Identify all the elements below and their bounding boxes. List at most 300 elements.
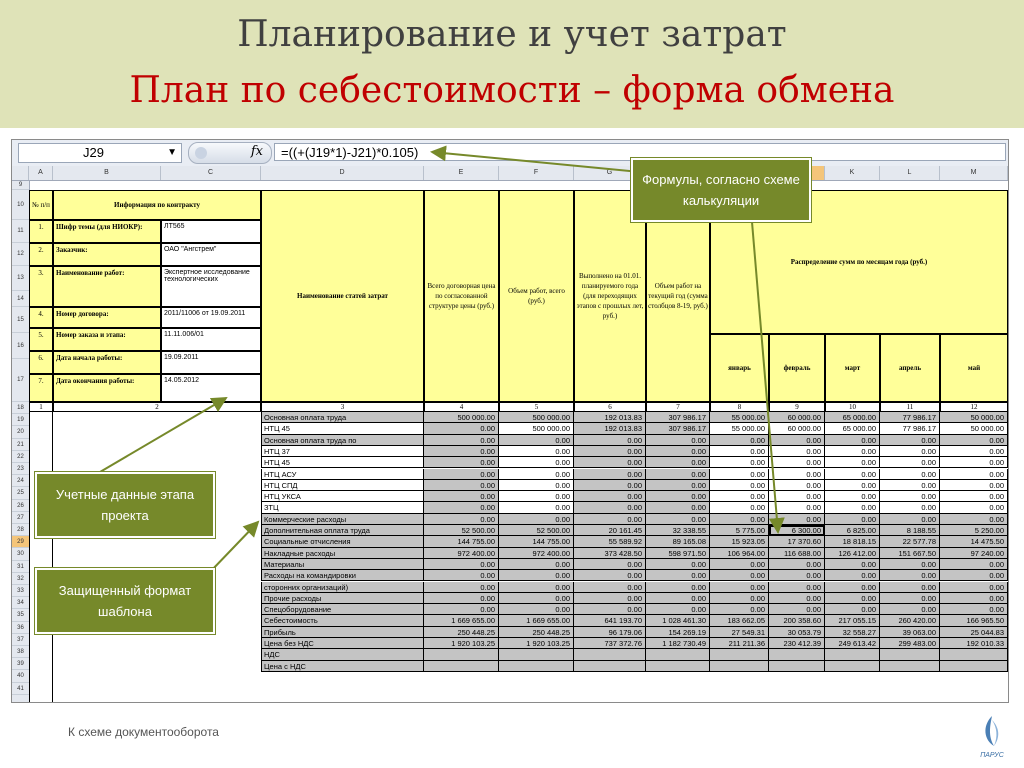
row-header[interactable]: 25 [12,487,29,499]
cost-value-cell[interactable]: 60 000.00 [769,423,825,434]
cost-value-cell[interactable]: 0.00 [646,469,710,480]
column-number: 6 [574,402,646,412]
cost-value-cell[interactable]: 0.00 [710,469,769,480]
cost-item-name[interactable]: Основная оплата труда по [261,435,424,446]
cost-value-cell[interactable]: 0.00 [940,457,1008,468]
info-row-number: 5. [29,328,53,351]
row-header[interactable]: 17 [12,359,29,402]
cost-value-cell[interactable]: 0.00 [574,570,646,581]
cost-value-cell[interactable]: 0.00 [769,491,825,502]
cost-value-cell[interactable]: 17 370.60 [769,536,825,547]
cost-value-cell[interactable]: 250 448.25 [499,627,574,638]
cost-value-cell[interactable]: 249 613.42 [825,638,880,649]
cost-value-cell[interactable]: 50 000.00 [940,423,1008,434]
cost-item-name[interactable]: Прибыль [261,627,424,638]
cost-item-name[interactable]: НТЦ АСУ [261,469,424,480]
cost-value-cell[interactable]: 144 755.00 [424,536,499,547]
cost-value-cell[interactable]: 0.00 [710,480,769,491]
cost-value-cell[interactable]: 0.00 [646,457,710,468]
cost-item-name[interactable]: Основная оплата труда [261,412,424,423]
cost-value-cell[interactable]: 0.00 [769,593,825,604]
month-header: февраль [769,334,825,402]
cost-value-cell[interactable]: 0.00 [769,582,825,593]
cost-value-cell[interactable]: 299 483.00 [880,638,940,649]
cost-value-cell[interactable]: 0.00 [940,593,1008,604]
cost-item-name[interactable]: сторонних организаций) [261,582,424,593]
cost-item-name[interactable]: Цена с НДС [261,661,424,672]
row-header[interactable]: 27 [12,512,29,524]
cost-value-cell[interactable]: 0.00 [499,570,574,581]
cost-value-cell[interactable]: 0.00 [710,435,769,446]
name-box-value: J29 [83,145,104,160]
row-header[interactable]: 19 [12,414,29,426]
row-header[interactable]: 9 [12,181,29,190]
cost-value-cell[interactable]: 32 338.55 [646,525,710,536]
header-cost-items: Наименование статей затрат [261,190,424,402]
row-header[interactable]: 41 [12,683,29,695]
cost-value-cell[interactable]: 0.00 [646,502,710,513]
cost-value-cell[interactable]: 52 500.00 [424,525,499,536]
info-row-label: Дата окончания работы: [53,374,161,402]
dropdown-arrow-icon[interactable]: ▼ [167,147,177,158]
cost-value-cell[interactable]: 1 920 103.25 [424,638,499,649]
column-number: 7 [646,402,710,412]
row-header[interactable]: 11 [12,220,29,243]
row-header[interactable]: 18 [12,402,29,414]
cost-item-name[interactable]: НТЦ СПД [261,480,424,491]
cost-value-cell[interactable]: 0.00 [499,446,574,457]
cost-value-cell[interactable]: 18 818.15 [825,536,880,547]
cost-value-cell[interactable]: 0.00 [424,570,499,581]
cost-item-name[interactable]: Дополнительная оплата труда [261,525,424,536]
cost-value-cell[interactable]: 0.00 [710,502,769,513]
cost-item-name[interactable]: Расходы на командировки [261,570,424,581]
col-header[interactable]: C [161,166,261,180]
cost-value-cell[interactable]: 0.00 [940,582,1008,593]
cost-value-cell[interactable]: 0.00 [646,604,710,615]
cost-value-cell[interactable]: 0.00 [499,480,574,491]
cost-value-cell[interactable]: 0.00 [940,559,1008,570]
cost-value-cell[interactable]: 55 589.92 [574,536,646,547]
cost-value-cell[interactable]: 55 000.00 [710,412,769,423]
row-header[interactable]: 26 [12,500,29,512]
slide-title: Планирование и учет затрат [237,14,787,55]
info-row-value: ЛТ565 [161,220,261,243]
row-header[interactable]: 16 [12,333,29,359]
cost-item-name[interactable]: Цена без НДС [261,638,424,649]
cost-value-cell[interactable]: 192 013.83 [574,412,646,423]
cost-value-cell[interactable]: 0.00 [424,423,499,434]
cost-value-cell[interactable]: 0.00 [646,435,710,446]
cost-item-name[interactable]: ЗТЦ [261,502,424,513]
document-flow-link[interactable]: К схеме документооборота [68,725,219,739]
cost-value-cell[interactable]: 0.00 [646,491,710,502]
cost-value-cell[interactable]: 230 412.39 [769,638,825,649]
cost-value-cell[interactable]: 77 986.17 [880,423,940,434]
row-header[interactable]: 24 [12,475,29,487]
cost-value-cell[interactable]: 737 372.76 [574,638,646,649]
cost-value-cell[interactable]: 0.00 [574,469,646,480]
cost-value-cell[interactable]: 1 028 461.30 [646,615,710,626]
cost-value-cell[interactable]: 0.00 [424,604,499,615]
cost-value-cell[interactable]: 126 412.00 [825,548,880,559]
cost-value-cell[interactable]: 0.00 [424,435,499,446]
column-number: 5 [499,402,574,412]
info-row-label: Заказчик: [53,243,161,266]
cost-value-cell[interactable]: 116 688.00 [769,548,825,559]
cost-value-cell[interactable]: 0.00 [825,491,880,502]
cost-value-cell[interactable]: 0.00 [574,604,646,615]
cost-value-cell[interactable]: 0.00 [710,570,769,581]
row-header[interactable]: 21 [12,439,29,451]
cost-value-cell[interactable]: 0.00 [769,480,825,491]
cost-value-cell[interactable]: 500 000.00 [499,423,574,434]
header-current-year: Объем работ на текущий год (сумма столбцов 8-19, руб.) [646,190,710,402]
cost-value-cell[interactable]: 5 250.00 [940,525,1008,536]
cost-item-name[interactable]: Спецоборудование [261,604,424,615]
row-header[interactable]: 37 [12,634,29,646]
row-header[interactable]: 40 [12,670,29,682]
formula-input[interactable]: =((+(J19*1)-J21)*0.105) [274,143,1006,161]
cost-value-cell[interactable]: 0.00 [646,480,710,491]
row-header[interactable]: 22 [12,451,29,463]
row-header[interactable]: 35 [12,609,29,621]
cost-value-cell[interactable]: 0.00 [769,469,825,480]
cost-value-cell[interactable]: 0.00 [424,491,499,502]
cost-value-cell[interactable]: 0.00 [574,435,646,446]
cost-value-cell[interactable]: 0.00 [769,604,825,615]
cost-item-name[interactable]: НТЦ 37 [261,446,424,457]
cost-value-cell[interactable]: 0.00 [940,604,1008,615]
col-header[interactable]: L [880,166,940,180]
cost-value-cell[interactable]: 641 193.70 [574,615,646,626]
cost-value-cell[interactable]: 0.00 [710,491,769,502]
cost-value-cell[interactable]: 0.00 [769,559,825,570]
cost-value-cell[interactable]: 0.00 [646,514,710,525]
cost-value-cell[interactable]: 250 448.25 [424,627,499,638]
info-row-label: Наименование работ: [53,266,161,307]
col-header[interactable]: B [53,166,161,180]
col-header[interactable]: A [29,166,53,180]
cost-value-cell[interactable]: 200 358.60 [769,615,825,626]
callout-protected: Защищенный формат шаблона [35,568,215,634]
col-header[interactable]: M [940,166,1008,180]
row-header[interactable]: 23 [12,463,29,475]
cost-value-cell[interactable]: 39 063.00 [880,627,940,638]
cost-item-name[interactable]: Себестоимость [261,615,424,626]
column-number: 3 [261,402,424,412]
cost-value-cell[interactable]: 151 667.50 [880,548,940,559]
cost-value-cell[interactable]: 0.00 [825,469,880,480]
cost-value-cell[interactable]: 1 182 730.49 [646,638,710,649]
col-header[interactable]: D [261,166,424,180]
cost-value-cell[interactable]: 0.00 [880,457,940,468]
cost-value-cell[interactable]: 0.00 [880,480,940,491]
cost-value-cell[interactable]: 0.00 [880,502,940,513]
col-header[interactable]: K [825,166,880,180]
row-header[interactable]: 15 [12,307,29,333]
cost-value-cell[interactable]: 307 986.17 [646,423,710,434]
row-header[interactable]: 30 [12,548,29,560]
num-header: № п/п [29,190,53,220]
cost-value-cell[interactable]: 0.00 [574,457,646,468]
cost-value-cell[interactable]: 0.00 [424,480,499,491]
cost-value-cell[interactable]: 0.00 [825,514,880,525]
parus-logo-icon [970,712,1014,760]
cost-value-cell[interactable]: 598 971.50 [646,548,710,559]
cost-value-cell[interactable]: 0.00 [940,446,1008,457]
cost-value-cell[interactable]: 0.00 [825,502,880,513]
cost-value-cell[interactable]: 0.00 [880,570,940,581]
cost-item-name[interactable]: Коммерческие расходы [261,514,424,525]
cost-value-cell[interactable]: 0.00 [825,457,880,468]
cost-value-cell[interactable]: 0.00 [574,559,646,570]
cost-value-cell[interactable]: 154 269.19 [646,627,710,638]
cost-value-cell[interactable]: 0.00 [424,593,499,604]
cost-item-name[interactable]: НДС [261,649,424,660]
cost-value-cell[interactable]: 0.00 [499,559,574,570]
column-number: 10 [825,402,880,412]
cost-value-cell[interactable]: 0.00 [574,446,646,457]
cost-value-cell[interactable]: 0.00 [825,435,880,446]
month-header: январь [710,334,769,402]
row-header[interactable]: 38 [12,646,29,658]
cost-value-cell[interactable]: 8 188.55 [880,525,940,536]
info-row-value: 14.05.2012 [161,374,261,402]
cost-value-cell[interactable]: 307 986.17 [646,412,710,423]
cost-value-cell[interactable]: 0.00 [880,469,940,480]
cost-value-cell[interactable]: 0.00 [769,457,825,468]
cost-value-cell[interactable]: 20 161.45 [574,525,646,536]
cost-value-cell[interactable]: 0.00 [940,469,1008,480]
cost-value-cell[interactable]: 211 211.36 [710,638,769,649]
cost-value-cell[interactable]: 0.00 [574,514,646,525]
column-number: 12 [940,402,1008,412]
row-header[interactable]: 13 [12,266,29,291]
row-header[interactable]: 33 [12,585,29,597]
cost-value-cell[interactable]: 0.00 [880,514,940,525]
cost-value-cell[interactable]: 27 549.31 [710,627,769,638]
arrow-to-cell [752,222,778,532]
info-row-value: 2011/11006 от 19.09.2011 [161,307,261,328]
info-row-value: Экспертное исследование технологических [161,266,261,307]
cost-value-cell[interactable]: 32 558.27 [825,627,880,638]
cost-value-cell[interactable]: 0.00 [825,570,880,581]
cost-value-cell[interactable]: 55 000.00 [710,423,769,434]
cost-value-cell[interactable]: 0.00 [499,491,574,502]
cost-value-cell[interactable]: 0.00 [499,593,574,604]
row-header[interactable]: 36 [12,622,29,634]
row-header[interactable]: 32 [12,573,29,585]
cost-value-cell[interactable]: 52 500.00 [499,525,574,536]
header-monthly-distribution: Распределение сумм по месяцам года (руб.) [710,190,1008,334]
slide-subtitle: План по себестоимости – форма обмена [129,70,895,111]
cost-item-name[interactable]: НТЦ 45 [261,457,424,468]
info-row-label: Номер договора: [53,307,161,328]
cost-value-cell[interactable]: 0.00 [940,514,1008,525]
cost-value-cell[interactable]: 0.00 [574,480,646,491]
arrow-to-grid [210,522,258,572]
cost-value-cell[interactable]: 0.00 [710,582,769,593]
cost-value-cell[interactable]: 0.00 [574,491,646,502]
cost-value-cell[interactable]: 77 986.17 [880,412,940,423]
cost-value-cell[interactable]: 1 669 655.00 [424,615,499,626]
cost-value-cell[interactable]: 166 965.50 [940,615,1008,626]
cost-value-cell[interactable]: 500 000.00 [499,412,574,423]
month-header: март [825,334,880,402]
row-header[interactable]: 34 [12,597,29,609]
cost-value-cell[interactable]: 972 400.00 [424,548,499,559]
cost-value-cell[interactable]: 500 000.00 [424,412,499,423]
cost-value-cell[interactable]: 0.00 [710,593,769,604]
cost-value-cell[interactable]: 0.00 [424,446,499,457]
cost-value-cell[interactable]: 0.00 [499,582,574,593]
cost-value-cell[interactable]: 0.00 [424,457,499,468]
row-header[interactable]: 29 [12,536,29,548]
cost-value-cell[interactable]: 0.00 [769,570,825,581]
cost-value-cell[interactable]: 0.00 [825,604,880,615]
cost-value-cell[interactable]: 0.00 [710,457,769,468]
cost-value-cell[interactable]: 0.00 [574,582,646,593]
cost-value-cell[interactable]: 0.00 [825,559,880,570]
row-header[interactable]: 10 [12,190,29,220]
cost-value-cell[interactable]: 0.00 [710,604,769,615]
cost-value-cell[interactable]: 89 165.08 [646,536,710,547]
cost-value-cell[interactable]: 0.00 [499,469,574,480]
cost-value-cell[interactable]: 106 964.00 [710,548,769,559]
header-work-volume: Объем работ, всего (руб.) [499,190,574,402]
active-cell-j29[interactable]: 6 300.00 [769,525,825,536]
cost-value-cell[interactable]: 0.00 [646,446,710,457]
cost-value-cell[interactable]: 0.00 [825,446,880,457]
cost-value-cell[interactable]: 373 428.50 [574,548,646,559]
cost-item-name[interactable]: Накладные расходы [261,548,424,559]
cost-value-cell[interactable]: 1 669 655.00 [499,615,574,626]
cost-value-cell[interactable]: 6 825.00 [825,525,880,536]
cost-value-cell[interactable]: 25 044.83 [940,627,1008,638]
column-number: 8 [710,402,769,412]
col-header[interactable]: E [424,166,499,180]
cost-value-cell[interactable]: 0.00 [769,446,825,457]
cost-value-cell[interactable]: 0.00 [424,469,499,480]
cost-value-cell[interactable]: 0.00 [880,491,940,502]
cost-value-cell[interactable]: 0.00 [424,514,499,525]
cost-item-name[interactable]: Материалы [261,559,424,570]
cost-value-cell[interactable]: 0.00 [646,582,710,593]
info-row-value: 11.11.006/01 [161,328,261,351]
row-header[interactable]: 12 [12,243,29,266]
cost-value-cell[interactable]: 0.00 [880,559,940,570]
info-row-number: 6. [29,351,53,374]
column-number: 4 [424,402,499,412]
cost-item-name[interactable]: НТЦ УКСА [261,491,424,502]
cost-value-cell[interactable]: 0.00 [424,559,499,570]
cost-value-cell[interactable]: 0.00 [880,435,940,446]
cost-value-cell[interactable]: 0.00 [880,582,940,593]
cost-item-name[interactable]: Прочие расходы [261,593,424,604]
cost-value-cell[interactable]: 0.00 [825,480,880,491]
row-header[interactable]: 31 [12,561,29,573]
cost-value-cell[interactable]: 0.00 [880,593,940,604]
cost-value-cell[interactable]: 60 000.00 [769,412,825,423]
info-row-number: 2. [29,243,53,266]
cost-value-cell[interactable]: 972 400.00 [499,548,574,559]
cost-value-cell[interactable]: 192 010.33 [940,638,1008,649]
cost-value-cell[interactable]: 0.00 [574,502,646,513]
cost-value-cell[interactable]: 96 179.06 [574,627,646,638]
cost-value-cell[interactable]: 0.00 [499,457,574,468]
cost-value-cell[interactable]: 0.00 [940,435,1008,446]
cost-value-cell[interactable]: 0.00 [825,582,880,593]
info-row-value: 19.09.2011 [161,351,261,374]
col-header[interactable]: G [574,166,646,180]
cost-value-cell[interactable]: 0.00 [424,582,499,593]
cost-value-cell[interactable]: 0.00 [424,502,499,513]
header-total-price: Всего договорная цена по согласованной структуре цены (руб.) [424,190,499,402]
cost-value-cell[interactable]: 0.00 [574,593,646,604]
cost-value-cell[interactable]: 183 662.05 [710,615,769,626]
cost-value-cell[interactable]: 0.00 [499,604,574,615]
header-completed: Выполнено на 01.01. планируемого года (для переходящих этапов с прошлых лет, руб.) [574,190,646,402]
cost-value-cell[interactable]: 0.00 [769,435,825,446]
info-row-label: Номер заказа и этапа: [53,328,161,351]
cost-value-cell[interactable]: 0.00 [710,514,769,525]
cost-value-cell[interactable]: 0.00 [880,604,940,615]
cost-value-cell[interactable]: 0.00 [499,514,574,525]
column-number: 11 [880,402,940,412]
logo-text: ПАРУС [980,752,1004,759]
cost-value-cell[interactable]: 0.00 [880,446,940,457]
cost-value-cell[interactable]: 97 240.00 [940,548,1008,559]
cost-value-cell[interactable]: 0.00 [940,491,1008,502]
cost-item-name[interactable]: НТЦ 45 [261,423,424,434]
cost-value-cell[interactable]: 0.00 [769,502,825,513]
cost-value-cell[interactable]: 65 000.00 [825,423,880,434]
cost-value-cell[interactable]: 260 420.00 [880,615,940,626]
info-row-label: Дата начала работы: [53,351,161,374]
cost-value-cell[interactable]: 144 755.00 [499,536,574,547]
cost-value-cell[interactable]: 192 013.83 [574,423,646,434]
cost-value-cell[interactable]: 50 000.00 [940,412,1008,423]
cost-value-cell[interactable]: 0.00 [499,502,574,513]
cost-value-cell[interactable]: 0.00 [646,593,710,604]
row-header[interactable]: 39 [12,658,29,670]
cost-value-cell[interactable]: 30 053.79 [769,627,825,638]
cost-value-cell[interactable]: 1 920 103.25 [499,638,574,649]
cost-value-cell[interactable]: 0.00 [646,559,710,570]
row-header[interactable]: 14 [12,291,29,307]
cost-value-cell[interactable]: 0.00 [940,570,1008,581]
cost-value-cell[interactable]: 0.00 [710,559,769,570]
cost-item-name[interactable]: Социальные отчисления [261,536,424,547]
cost-value-cell[interactable]: 0.00 [710,446,769,457]
col-header[interactable]: F [499,166,574,180]
cost-value-cell[interactable]: 65 000.00 [825,412,880,423]
cost-value-cell[interactable]: 217 055.15 [825,615,880,626]
row-header[interactable]: 28 [12,524,29,536]
cost-value-cell[interactable]: 22 577.78 [880,536,940,547]
cost-value-cell[interactable]: 0.00 [646,570,710,581]
cost-value-cell[interactable]: 0.00 [940,502,1008,513]
row-header[interactable]: 20 [12,426,29,438]
cost-value-cell[interactable]: 14 475.50 [940,536,1008,547]
cost-value-cell[interactable]: 0.00 [940,480,1008,491]
cost-value-cell[interactable]: 0.00 [499,435,574,446]
cost-value-cell[interactable]: 0.00 [825,593,880,604]
cost-value-cell[interactable]: 15 923.05 [710,536,769,547]
cost-value-cell[interactable]: 0.00 [769,514,825,525]
cost-value-cell[interactable]: 5 775.00 [710,525,769,536]
